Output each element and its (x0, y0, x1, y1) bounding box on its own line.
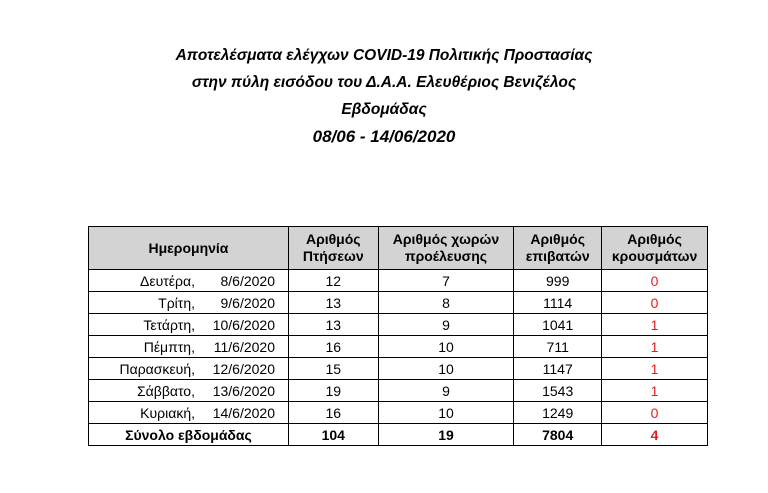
table-row (89, 270, 708, 292)
title-line-2: στην πύλη εισόδου του Δ.Α.Α. Ελευθέριος Βενιζέλος (191, 74, 577, 91)
countries-cell: 9 (378, 380, 514, 402)
flights-cell: 19 (288, 380, 378, 402)
countries-cell: 9 (378, 314, 514, 336)
date-cell: Σάββατο, 13/6/2020 (89, 380, 289, 402)
date-cell: Πέμπτη, 11/6/2020 (89, 336, 289, 358)
passengers-cell: 1114 (514, 292, 602, 314)
total-cases: 4 (602, 424, 708, 446)
date-cell: Τετάρτη, 10/6/2020 (89, 314, 289, 336)
passengers-cell: 1543 (514, 380, 602, 402)
table-row (89, 314, 708, 336)
passengers-cell: 1041 (514, 314, 602, 336)
title-line-1: Αποτελέσματα ελέγχων COVID-19 Πολιτικής Προστασίας (175, 47, 593, 64)
results-table (88, 226, 708, 446)
header-countries: Αριθμός χωρών προέλευσης (378, 227, 514, 270)
table-row (89, 292, 708, 314)
flights-cell: 16 (288, 402, 378, 424)
total-flights: 104 (288, 424, 378, 446)
countries-cell: 7 (378, 270, 514, 292)
table-header-row (89, 227, 708, 270)
countries-cell: 10 (378, 358, 514, 380)
passengers-cell: 711 (514, 336, 602, 358)
passengers-cell: 1249 (514, 402, 602, 424)
title-line-3: Εβδομάδας (341, 101, 427, 118)
total-label: Σύνολο εβδομάδας (89, 424, 289, 446)
table-row (89, 380, 708, 402)
total-countries: 19 (378, 424, 514, 446)
cases-cell: 0 (602, 292, 708, 314)
table-row (89, 336, 708, 358)
header-cases: Αριθμός κρουσμάτων (602, 227, 708, 270)
header-passengers: Αριθμός επιβατών (514, 227, 602, 270)
cases-cell: 1 (602, 358, 708, 380)
flights-cell: 15 (288, 358, 378, 380)
flights-cell: 16 (288, 336, 378, 358)
passengers-cell: 1147 (514, 358, 602, 380)
flights-cell: 12 (288, 270, 378, 292)
date-cell: Δευτέρα, 8/6/2020 (89, 270, 289, 292)
date-cell: Παρασκευή, 12/6/2020 (89, 358, 289, 380)
document-title (0, 42, 768, 150)
flights-cell: 13 (288, 292, 378, 314)
cases-cell: 0 (602, 402, 708, 424)
countries-cell: 10 (378, 336, 514, 358)
countries-cell: 10 (378, 402, 514, 424)
cases-cell: 1 (602, 380, 708, 402)
cases-cell: 0 (602, 270, 708, 292)
cases-cell: 1 (602, 336, 708, 358)
date-cell: Τρίτη, 9/6/2020 (89, 292, 289, 314)
flights-cell: 13 (288, 314, 378, 336)
header-flights: Αριθμός Πτήσεων (288, 227, 378, 270)
date-cell: Κυριακή, 14/6/2020 (89, 402, 289, 424)
cases-cell: 1 (602, 314, 708, 336)
table-row (89, 358, 708, 380)
countries-cell: 8 (378, 292, 514, 314)
title-date-range: 08/06 - 14/06/2020 (312, 127, 456, 146)
total-passengers: 7804 (514, 424, 602, 446)
table-row (89, 402, 708, 424)
header-date: Ημερομηνία (89, 227, 289, 270)
total-row (89, 424, 708, 446)
passengers-cell: 999 (514, 270, 602, 292)
